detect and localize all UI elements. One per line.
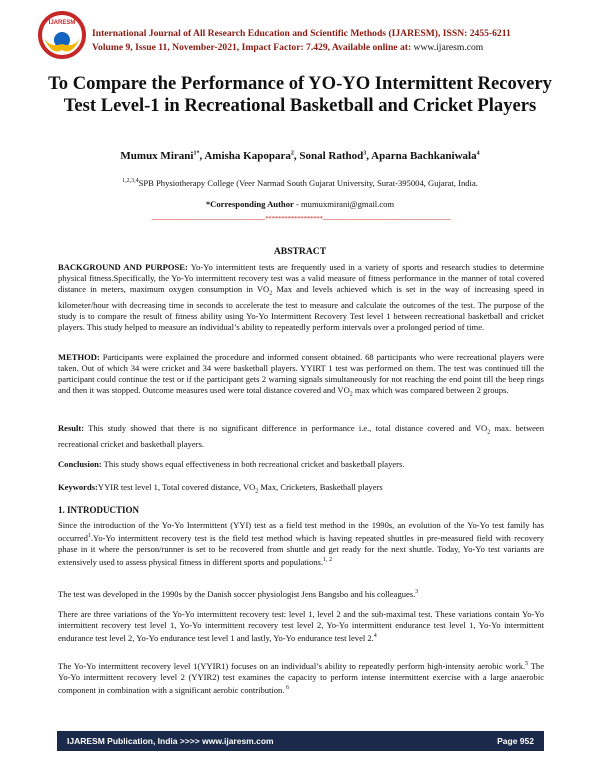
issue-details: Volume 9, Issue 11, November-2021, Impact Factor: 7.429, Available online at: (92, 42, 414, 53)
citation: 3 (415, 589, 419, 595)
affiliation-sup: 1,2,3,4 (122, 178, 139, 185)
subscript: 2 (487, 429, 491, 436)
intro-paragraph-2 (58, 587, 544, 600)
keywords-text: YYIR test level 1, Total covered distance, VO (97, 482, 256, 492)
journal-issue-info (92, 42, 483, 53)
intro-paragraph-4 (58, 659, 544, 696)
abstract-method (58, 352, 544, 401)
intro-paragraph-1 (58, 520, 544, 568)
author-name: Amisha Kapopara (204, 150, 291, 162)
corresponding-email: - mumuxmirani@gmail.com (293, 199, 395, 209)
conclusion-text: This study shows equal effectiveness in both recreational cricket and basketball players. (101, 459, 405, 469)
paper-title: To Compare the Performance of YO-YO Intermittent Recovery Test Level-1 in Recreational Basketball and Cricket Players (48, 73, 552, 116)
result-label: Result: (58, 423, 85, 433)
method-text: Participants were explained the procedure and informed consent obtained. 68 participants who were recreational players were taken. Out of which 34 were cricket and 34 were basketball players. YYIRT 1 test was performed on them. The test was continued till the participant could continue the test or if the participant gets 2 warning signals simultaneously for not reaching the end point till the beep rings and then it was stopped. Outcome measures used were total distance covered and VO (58, 352, 544, 396)
author-name: Mumux Mirani (120, 150, 194, 162)
corresponding-author (0, 199, 600, 209)
intro-text: The test was developed in the 1990s by the Danish soccer physiologist Jens Bangsbo and his colleagues. (58, 588, 416, 599)
result-text: max. between recreational cricket and basketball players. (58, 423, 544, 449)
author-sup: 2 (290, 150, 294, 157)
background-text: Max and levels achieved which is set in the way of increasing speed in kilometer/hour with decreasing time in seconds to accelerate the test to measure and calculate the outcomes of the test. The purpose of the study is to compare the result of fitness ability using Yo-Yo Intermittent Recovery Test level 1 between recreational basketball and cricket players. This study helped to measure an individual’s ability to repeatedly perform intervals over a prolonged period of time. (58, 284, 544, 333)
conclusion-label: Conclusion: (58, 459, 102, 469)
citation: 6 (284, 685, 289, 692)
abstract-conclusion (58, 459, 544, 470)
keywords-label: Keywords: (58, 482, 98, 492)
keywords (58, 482, 544, 498)
corresponding-label: *Corresponding Author (205, 199, 294, 209)
subscript: 2 (349, 391, 353, 398)
intro-text: There are three variations of the Yo-Yo intermittent recovery test: level 1, level 2 and the sub-maximal test. These variations contain Yo-Yo intermittent recovery test level 1, Yo-Yo intermittent recovery test level 2, Yo-Yo intermittent endurance test level 1, Yo-Yo intermittent endurance test level 2, Yo-Yo endurance test level 1 and lastly, Yo-Yo endurance test level 2. (58, 609, 544, 644)
abstract-heading: ABSTRACT (273, 246, 327, 257)
author-separator: , (199, 150, 205, 162)
method-text: max which was compared between 2 groups. (352, 385, 509, 396)
result-text: This study showed that there is no significant difference in performance i.e., total distance covered and VO (84, 423, 488, 433)
intro-text: The Yo-Yo intermittent recovery level 1(YYIR1) focuses on an individual’s ability to repeatedly perform high-intensity aerobic work. (58, 660, 526, 671)
intro-paragraph-3 (58, 609, 544, 644)
intro-text: .Yo-Yo intermittent recovery test is the field test method which is having repeated shuttles in pre-measured field with recovery phase in it where the person/runner is set to be recovered from shuttle and get ready for the next shuttle. Today, Yo-Yo test variants are extensively used to assess physical fitness in different sports and populations. (58, 532, 544, 567)
author-sup: 4 (476, 150, 480, 157)
abstract-background (58, 262, 544, 333)
author-name: Sonal Rathod (299, 150, 364, 162)
journal-url-link[interactable]: www.ijaresm.com (413, 42, 484, 53)
author-sup: 3 (363, 150, 367, 157)
intro-text: Since the introduction of the Yo-Yo Intermittent (YYI) test as a field test method in the 1990s, an evolution of the Yo-Yo test family has occurred (58, 520, 544, 543)
citation: 1 (87, 533, 91, 540)
page-footer (57, 731, 544, 751)
author-separator: , (293, 150, 300, 162)
introduction-heading: 1. INTRODUCTION (58, 505, 140, 515)
citation: 1, 2 (323, 557, 332, 564)
footer-publisher: IJARESM Publication, India >>>> www.ijaresm.com (67, 736, 274, 746)
page-number: Page 952 (497, 736, 534, 746)
citation: 5 (525, 661, 529, 667)
intro-text: The Yo-Yo intermittent recovery level 2 (YYIR2) test examines the capacity to perform intense intermittent exercise with a large anaerobic component in combination with a significant aerobic contribution. (58, 660, 544, 695)
subscript: 2 (255, 488, 259, 495)
author-name: Aparna Bachkaniwala (371, 150, 477, 162)
journal-logo (34, 10, 90, 60)
background-text: Yo-Yo intermittent tests are frequently used in a variety of sports and research studies to determine physical fitness.Specifically, the Yo-Yo intermittent recovery test was a valid measure of fitness performance in the manner of total covered distance in meters, maximum oxygen consumption in VO (58, 262, 544, 295)
citation: 4 (373, 633, 377, 640)
method-label: METHOD: (58, 352, 100, 362)
subscript: 2 (269, 290, 273, 297)
keywords-text: Max, Cricketers, Basketball players (258, 482, 383, 492)
section-divider: --------------------------------------------------------******************--------------------------------------------------------------- (151, 215, 451, 223)
author-sup: 1* (193, 150, 200, 157)
affiliation (0, 178, 600, 188)
background-label: BACKGROUND AND PURPOSE: (58, 262, 188, 272)
author-list (0, 150, 600, 162)
author-separator: , (366, 150, 372, 162)
abstract-result (58, 423, 544, 450)
logo-text: IJARESM (48, 20, 76, 26)
affiliation-text: SPB Physiotherapy College (Veer Narmad South Gujarat University, Surat-395004, Gujarat, India. (138, 178, 478, 188)
journal-name: International Journal of All Research Education and Scientific Methods (IJARESM), ISSN: 2455-6211 (92, 28, 511, 39)
